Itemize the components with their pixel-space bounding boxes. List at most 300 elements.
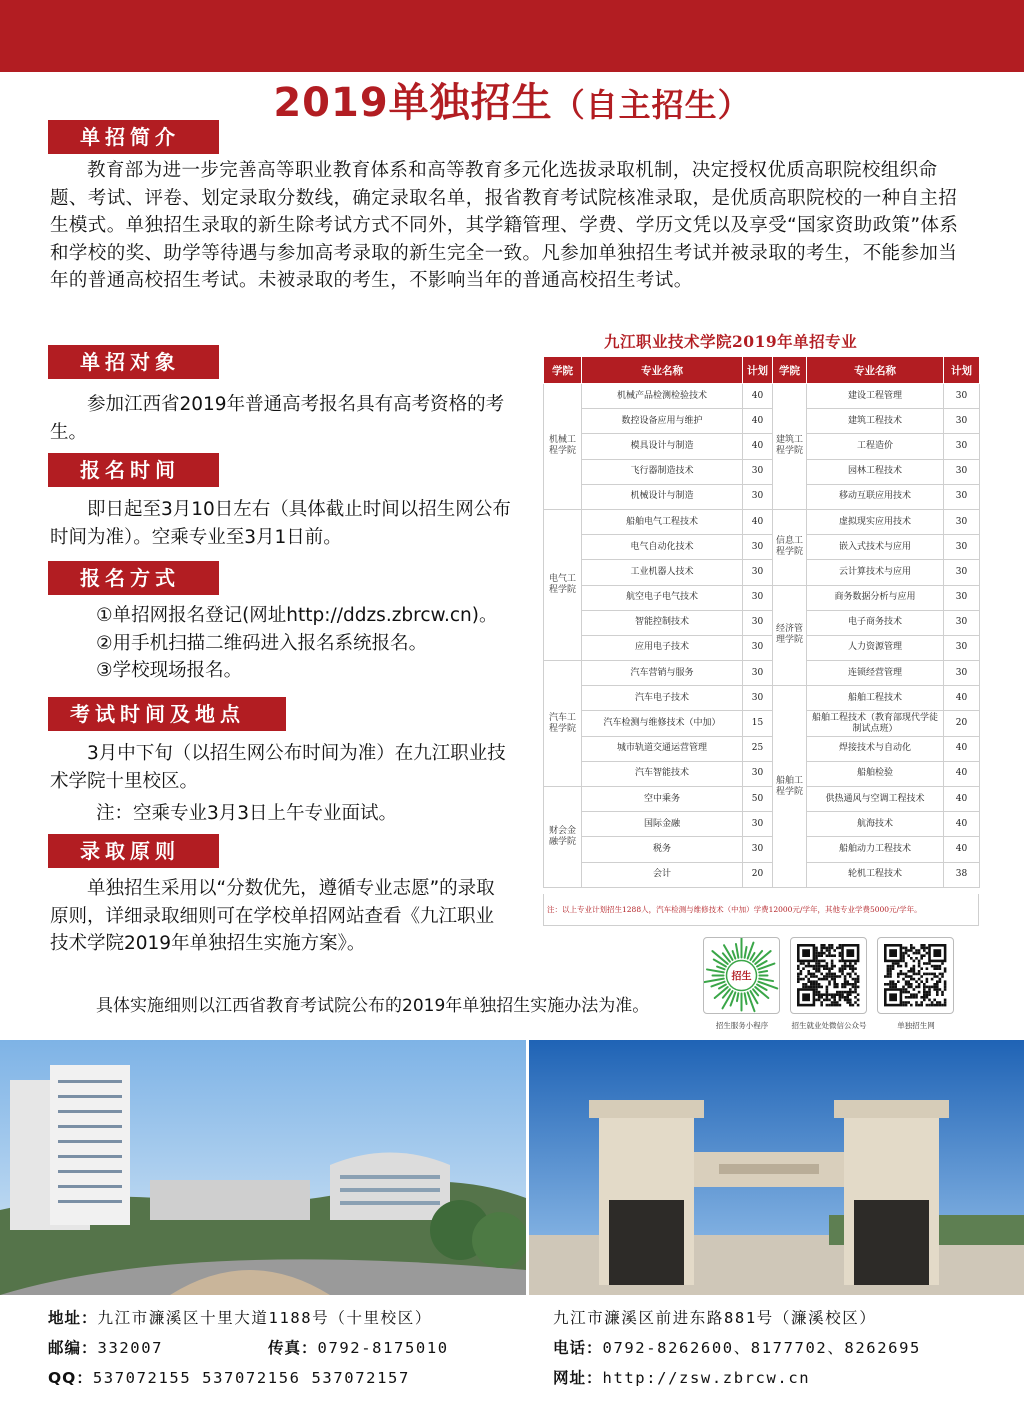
qr-finder xyxy=(802,949,810,957)
qr-module xyxy=(815,970,818,973)
qr-module xyxy=(818,983,821,986)
qr-module xyxy=(939,973,942,976)
qr-module xyxy=(918,978,921,981)
qr-module xyxy=(828,947,831,950)
qr-module xyxy=(915,996,918,999)
qr-module xyxy=(820,978,823,981)
qr-module xyxy=(818,999,821,1002)
qr-module xyxy=(889,980,892,983)
qr-module xyxy=(831,965,834,968)
qr-module xyxy=(813,973,816,976)
qr-module xyxy=(836,986,839,989)
qr-module xyxy=(902,960,905,963)
qr-module xyxy=(894,962,897,965)
table-title: 九江职业技术学院2019年单招专业 xyxy=(604,332,858,351)
section-header-time: 报名时间 xyxy=(48,453,219,487)
table-row xyxy=(544,459,980,484)
qr-module xyxy=(831,975,834,978)
qr-module xyxy=(944,1001,947,1004)
major-name-cell: 轮机工程技术 xyxy=(807,862,944,887)
qr-module xyxy=(807,986,810,989)
qr-module xyxy=(910,983,913,986)
qr-module xyxy=(818,965,821,968)
qr-module xyxy=(905,975,908,978)
major-name-cell: 虚拟现实应用技术 xyxy=(807,509,944,534)
campus-photo-gate xyxy=(529,1040,1024,1295)
qr-module xyxy=(926,991,929,994)
qr-module xyxy=(915,973,918,976)
qr-module xyxy=(826,991,829,994)
mini-program-ray xyxy=(736,944,738,958)
qr-module xyxy=(831,960,834,963)
qr-module xyxy=(846,983,849,986)
target-text: 参加江西省2019年普通高考报名具有高考资格的考生。 xyxy=(50,394,505,443)
qr-module xyxy=(813,967,816,970)
major-name-cell: 人力资源管理 xyxy=(807,635,944,660)
mini-program-ray xyxy=(715,987,728,998)
qr-module xyxy=(844,986,847,989)
qr-code-icon xyxy=(791,938,866,1013)
qr-module xyxy=(928,1004,931,1007)
qr-module xyxy=(923,949,926,952)
qr-module xyxy=(833,996,836,999)
qr-module xyxy=(820,952,823,955)
qr-module xyxy=(831,962,834,965)
qr-module xyxy=(800,962,803,965)
qr-module xyxy=(797,965,800,968)
qr-module xyxy=(831,944,834,947)
qr-module xyxy=(892,962,895,965)
major-name-cell: 汽车智能技术 xyxy=(582,761,743,786)
qr-module xyxy=(887,973,890,976)
qr-module xyxy=(831,1001,834,1004)
major-name-cell: 供热通风与空调工程技术 xyxy=(807,787,944,812)
qr-module xyxy=(818,978,821,981)
qr-module xyxy=(839,952,842,955)
major-name-cell: 汽车检测与维修技术（中加） xyxy=(582,711,743,736)
qr-module xyxy=(833,978,836,981)
qr-module xyxy=(902,1004,905,1007)
major-name-cell: 连锁经营管理 xyxy=(807,661,944,686)
qr-module xyxy=(926,973,929,976)
qr-module xyxy=(923,973,926,976)
major-name-cell: 建设工程管理 xyxy=(807,384,944,409)
qr-module xyxy=(820,949,823,952)
plan-count-cell: 30 xyxy=(944,661,980,686)
major-name-cell: 电子商务技术 xyxy=(807,610,944,635)
major-name-cell: 会计 xyxy=(582,862,743,887)
qr-module xyxy=(839,991,842,994)
qr-module xyxy=(828,980,831,983)
qr-module xyxy=(815,949,818,952)
qr-module xyxy=(833,980,836,983)
qr-module xyxy=(849,962,852,965)
plan-count-cell: 40 xyxy=(944,787,980,812)
qr-module xyxy=(849,1004,852,1007)
qr-module xyxy=(920,947,923,950)
qr-module xyxy=(805,975,808,978)
qr-module xyxy=(826,973,829,976)
qr-module xyxy=(907,996,910,999)
plan-count-cell: 30 xyxy=(944,560,980,585)
qr-module xyxy=(923,986,926,989)
plan-count-cell: 40 xyxy=(944,837,980,862)
qr-module xyxy=(915,1001,918,1004)
qr-module xyxy=(915,1004,918,1007)
qr-module xyxy=(902,973,905,976)
qr-module xyxy=(936,967,939,970)
qr-module xyxy=(813,983,816,986)
qr-module xyxy=(800,970,803,973)
qr-module xyxy=(839,967,842,970)
qr-module xyxy=(849,999,852,1002)
qr-module xyxy=(910,993,913,996)
address-line: 地址：九江市濂溪区十里大道1188号（十里校区） xyxy=(48,1309,432,1327)
qr-module xyxy=(820,996,823,999)
section-header-admission: 录取原则 xyxy=(48,834,219,868)
qr-module xyxy=(857,986,860,989)
qr-finder xyxy=(846,949,854,957)
qr-module xyxy=(910,949,913,952)
exam-note: 注：空乘专业3月3日上午专业面试。 xyxy=(96,803,398,824)
major-name-cell: 税务 xyxy=(582,837,743,862)
qr-module xyxy=(897,965,900,968)
qr-module xyxy=(902,978,905,981)
qr-module xyxy=(915,957,918,960)
qr-module xyxy=(923,983,926,986)
exam-text: 3月中下旬（以招生网公布时间为准）在九江职业技术学院十里校区。 xyxy=(50,743,506,792)
qr-module xyxy=(933,1004,936,1007)
qr-module xyxy=(905,1004,908,1007)
qr-module xyxy=(902,952,905,955)
table-row xyxy=(544,686,980,711)
qr-module xyxy=(849,983,852,986)
qr-module xyxy=(923,999,926,1002)
qr-module xyxy=(941,991,944,994)
qr-module xyxy=(918,952,921,955)
major-name-cell: 城市轨道交通运营管理 xyxy=(582,736,743,761)
qr-module xyxy=(826,947,829,950)
table-row xyxy=(544,384,980,409)
qr-module xyxy=(915,949,918,952)
qr-module xyxy=(826,999,829,1002)
qr-module xyxy=(849,993,852,996)
qr-module xyxy=(802,962,805,965)
qr-module xyxy=(836,993,839,996)
qr-module xyxy=(857,999,860,1002)
qr-module xyxy=(918,983,921,986)
major-name-cell: 商务数据分析与应用 xyxy=(807,585,944,610)
major-name-cell: 航空电子电气技术 xyxy=(582,585,743,610)
qr-module xyxy=(900,973,903,976)
qr-module xyxy=(918,949,921,952)
major-name-cell: 船舶动力工程技术 xyxy=(807,837,944,862)
qr-module xyxy=(913,965,916,968)
qr-module xyxy=(820,1004,823,1007)
qr-module xyxy=(831,967,834,970)
qr-module xyxy=(818,986,821,989)
plan-count-cell: 40 xyxy=(944,812,980,837)
qr-module xyxy=(797,975,800,978)
qr-module xyxy=(826,996,829,999)
qr-module xyxy=(849,991,852,994)
qr-module xyxy=(905,1001,908,1004)
qr-module xyxy=(823,965,826,968)
qr-module xyxy=(894,986,897,989)
qr-module xyxy=(807,973,810,976)
qr-module xyxy=(831,978,834,981)
qr-module xyxy=(944,967,947,970)
qr-module xyxy=(928,993,931,996)
major-name-cell: 园林工程技术 xyxy=(807,459,944,484)
qr-module xyxy=(805,965,808,968)
plan-count-cell: 30 xyxy=(743,560,773,585)
plan-count-cell: 30 xyxy=(944,509,980,534)
plan-count-cell: 30 xyxy=(944,535,980,560)
college-cell: 建筑工程学院 xyxy=(773,384,807,510)
qr-module xyxy=(823,960,826,963)
qr-module xyxy=(887,970,890,973)
qr-module xyxy=(818,952,821,955)
plan-count-cell: 40 xyxy=(743,509,773,534)
qr-code-website[interactable] xyxy=(877,937,954,1014)
qr-module xyxy=(905,952,908,955)
qr-module xyxy=(820,986,823,989)
qr-module xyxy=(907,975,910,978)
qr-module xyxy=(839,970,842,973)
qr-module xyxy=(826,962,829,965)
qr-module xyxy=(823,967,826,970)
qr-module xyxy=(915,952,918,955)
qr-module xyxy=(815,962,818,965)
mini-program-code-icon xyxy=(704,938,779,1013)
qr-module xyxy=(841,967,844,970)
mini-program-ray xyxy=(753,989,758,995)
qr-module xyxy=(844,967,847,970)
qr-module xyxy=(910,1004,913,1007)
qr-module xyxy=(818,991,821,994)
major-name-cell: 汽车电子技术 xyxy=(582,686,743,711)
section-header-method: 报名方式 xyxy=(48,561,219,595)
qr-module xyxy=(889,967,892,970)
table-row xyxy=(544,736,980,761)
qr-module xyxy=(815,954,818,957)
qr-module xyxy=(826,975,829,978)
qr-module xyxy=(854,967,857,970)
qr-module xyxy=(894,983,897,986)
qr-module xyxy=(928,973,931,976)
mini-program-ray xyxy=(759,979,773,981)
qr-module xyxy=(902,957,905,960)
qr-module xyxy=(928,999,931,1002)
qr-module xyxy=(828,954,831,957)
website-line[interactable]: 网址：http://zsw.zbrcw.cn xyxy=(553,1369,811,1387)
table-row xyxy=(544,635,980,660)
major-name-cell: 工业机器人技术 xyxy=(582,560,743,585)
qr-module xyxy=(902,954,905,957)
qr-module xyxy=(849,1001,852,1004)
qr-module xyxy=(828,975,831,978)
qr-module xyxy=(913,960,916,963)
table-header-cell: 学院 xyxy=(773,357,807,384)
plan-count-cell: 40 xyxy=(944,761,980,786)
qr-module xyxy=(807,980,810,983)
qr-module xyxy=(820,965,823,968)
qr-module xyxy=(928,962,931,965)
qr-module xyxy=(936,986,939,989)
qr-module xyxy=(920,944,923,947)
qr-module xyxy=(897,980,900,983)
qr-module xyxy=(854,986,857,989)
qr-module xyxy=(918,960,921,963)
qr-module xyxy=(920,954,923,957)
major-name-cell: 机械设计与制造 xyxy=(582,484,743,509)
qr-module xyxy=(892,980,895,983)
qr-module xyxy=(820,954,823,957)
qr-module xyxy=(831,996,834,999)
qr-module xyxy=(889,970,892,973)
qr-module xyxy=(826,954,829,957)
intro-text: 教育部为进一步完善高等职业教育体系和高等教育多元化选拔录取机制，决定授权优质高职院校组织命题、考试、评卷、划定录取分数线，确定录取名单，报省教育考试院核准录取，是优质高职院校的一种自主招生模式。单独招生录取的新生除考试方式不同外，其学籍管理、学费、学历文凭以及享受“国家资助政策”体系和学校的奖、助学等待遇与参加高考录取的新生完全一致。凡参加单独招生考试并被录取的考生，不能参加当年的普通高校招生考试。未被录取的考生，不影响当年的普通高校招生考试。 xyxy=(50,160,959,291)
qr-module xyxy=(905,996,908,999)
qr-module xyxy=(815,947,818,950)
qr-module xyxy=(931,1001,934,1004)
plan-count-cell: 40 xyxy=(743,434,773,459)
plan-count-cell: 40 xyxy=(743,384,773,409)
qr-module xyxy=(844,983,847,986)
qr-module xyxy=(854,978,857,981)
major-name-cell: 云计算技术与应用 xyxy=(807,560,944,585)
qr-module xyxy=(818,967,821,970)
qr-module xyxy=(833,1004,836,1007)
qr-module xyxy=(926,952,929,955)
qr-code-mini-program[interactable] xyxy=(703,937,780,1014)
qr-module xyxy=(926,1004,929,1007)
qr-module xyxy=(797,973,800,976)
zip-line: 邮编：332007 xyxy=(48,1339,164,1357)
qr-module xyxy=(936,965,939,968)
qr-module xyxy=(810,983,813,986)
qr-module xyxy=(849,965,852,968)
qr-module xyxy=(936,991,939,994)
qr-module xyxy=(826,967,829,970)
qr-module xyxy=(933,983,936,986)
plan-count-cell: 30 xyxy=(944,384,980,409)
qr-module xyxy=(933,965,936,968)
qr-module xyxy=(839,1004,842,1007)
plan-count-cell: 30 xyxy=(944,459,980,484)
qr-code-wechat[interactable] xyxy=(790,937,867,1014)
qr-module xyxy=(939,978,942,981)
qr-module xyxy=(828,949,831,952)
qr-module xyxy=(857,980,860,983)
qr-module xyxy=(910,996,913,999)
plan-count-cell: 30 xyxy=(743,535,773,560)
qr-caption: 招生就业处微信公众号 xyxy=(791,1021,867,1030)
qr-module xyxy=(933,967,936,970)
college-cell: 船舶工程学院 xyxy=(773,686,807,888)
qr-module xyxy=(828,967,831,970)
tel-line: 电话：0792-8262600、8177702、8262695 xyxy=(553,1339,921,1357)
qr-module xyxy=(933,975,936,978)
table-row xyxy=(544,711,980,736)
qr-module xyxy=(828,983,831,986)
qr-module xyxy=(936,1001,939,1004)
qr-module xyxy=(826,965,829,968)
qr-module xyxy=(910,970,913,973)
college-cell: 财会金融学院 xyxy=(544,787,582,888)
qr-module xyxy=(820,960,823,963)
plan-count-cell: 40 xyxy=(743,409,773,434)
qr-module xyxy=(836,991,839,994)
qr-module xyxy=(923,944,926,947)
qr-module xyxy=(933,973,936,976)
major-name-cell: 模具设计与制造 xyxy=(582,434,743,459)
qr-module xyxy=(844,999,847,1002)
qr-module xyxy=(813,980,816,983)
plan-count-cell: 30 xyxy=(944,484,980,509)
major-name-cell: 机械产品检测检验技术 xyxy=(582,384,743,409)
major-name-cell: 工程造价 xyxy=(807,434,944,459)
qr-module xyxy=(905,991,908,994)
qr-module xyxy=(833,983,836,986)
qr-module xyxy=(839,996,842,999)
qr-module xyxy=(828,970,831,973)
qr-module xyxy=(884,983,887,986)
qr-module xyxy=(857,1004,860,1007)
mini-program-ray xyxy=(737,993,738,1001)
method-list xyxy=(96,602,536,685)
mini-program-ray xyxy=(751,953,755,960)
table-row xyxy=(544,862,980,887)
qr-module xyxy=(902,988,905,991)
qr-module xyxy=(839,960,842,963)
qr-module xyxy=(815,993,818,996)
table-row xyxy=(544,610,980,635)
qr-module xyxy=(892,965,895,968)
qr-module xyxy=(913,973,916,976)
qr-module xyxy=(818,960,821,963)
qr-module xyxy=(913,967,916,970)
qr-module xyxy=(836,947,839,950)
qr-module xyxy=(839,999,842,1002)
qr-module xyxy=(915,986,918,989)
campus-photo-buildings xyxy=(0,1040,526,1295)
qr-module xyxy=(846,993,849,996)
contact-footer xyxy=(0,1300,1024,1411)
qr-module xyxy=(849,975,852,978)
qr-module xyxy=(907,970,910,973)
qr-module xyxy=(833,993,836,996)
plan-count-cell: 30 xyxy=(743,484,773,509)
qr-module xyxy=(844,996,847,999)
qr-module xyxy=(928,991,931,994)
qr-module xyxy=(931,986,934,989)
qr-module xyxy=(936,975,939,978)
mini-program-ray xyxy=(745,993,747,1004)
qr-module xyxy=(833,954,836,957)
qr-module xyxy=(913,993,916,996)
qr-module xyxy=(889,973,892,976)
qr-module xyxy=(892,986,895,989)
qr-module xyxy=(936,993,939,996)
qr-module xyxy=(936,988,939,991)
qr-module xyxy=(933,999,936,1002)
qr-module xyxy=(820,993,823,996)
qr-module xyxy=(944,986,947,989)
qr-module xyxy=(923,993,926,996)
qr-module xyxy=(823,978,826,981)
